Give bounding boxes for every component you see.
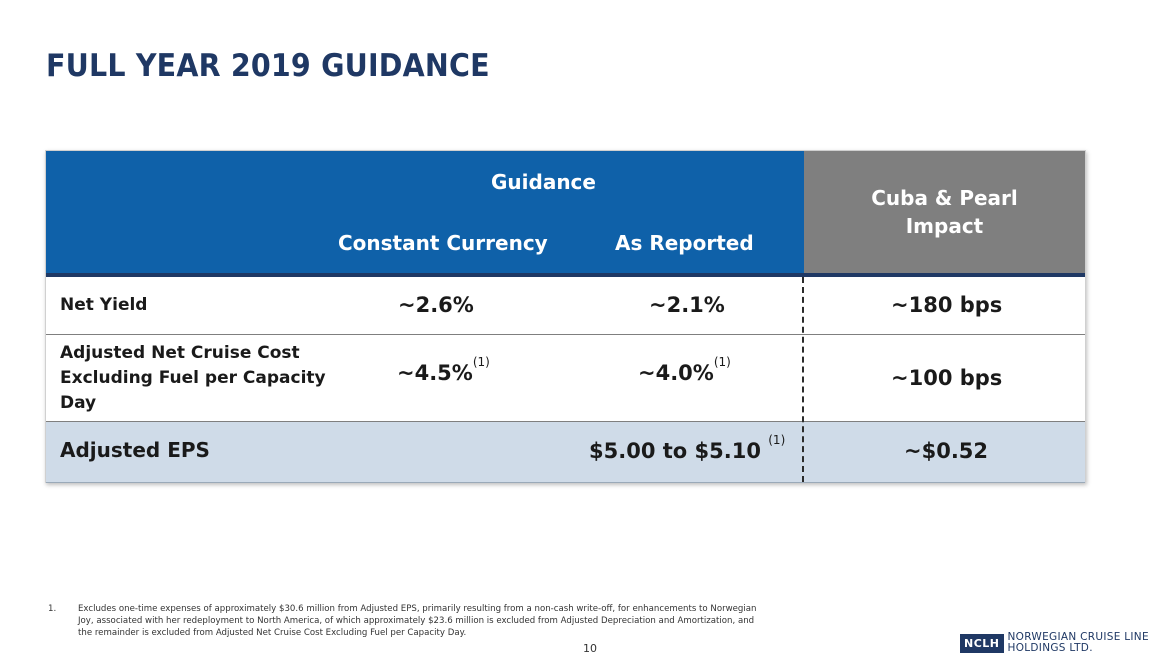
column-divider <box>802 277 804 482</box>
cell-value-text: $5.00 to $5.10 <box>589 439 761 463</box>
row-label: Adjusted Net Cruise Cost Excluding Fuel per Capacity Day <box>60 343 326 413</box>
cell-value: ~2.1% <box>649 293 725 317</box>
cuba-pearl-header <box>804 151 1085 273</box>
footnote-marker: (1) <box>472 355 490 369</box>
table-row <box>46 277 1085 335</box>
cell-value <box>638 355 731 385</box>
as-reported-heading: As Reported <box>615 231 754 255</box>
cuba-pearl-heading: Cuba & Pearl Impact <box>871 186 1018 238</box>
cell-value <box>589 433 786 463</box>
page-title: FULL YEAR 2019 GUIDANCE <box>46 48 490 84</box>
cell-value: ~100 bps <box>891 366 1003 390</box>
cell-value <box>397 355 490 385</box>
footnote-text: Excludes one-time expenses of approximately $30.6 million from Adjusted EPS, primarily resulting from a non-cash write-off, for enhancements to Norwegian Joy, associated with her redeployment to North America, of which approximately $23.6 million is excluded from Adjusted Depreciation and Amortization, and the remainder is excluded from Adjusted Net Cruise Cost Excluding Fuel per Capacity Day. <box>78 604 757 638</box>
row-label: Adjusted EPS <box>60 438 210 462</box>
cell-value: ~180 bps <box>891 293 1003 317</box>
footnote-marker: (1) <box>768 433 786 447</box>
logo-line-2: HOLDINGS LTD. <box>1007 642 1093 654</box>
page-number: 10 <box>583 642 597 655</box>
logo-wordmark <box>1008 632 1149 654</box>
logo-mark: NCLH <box>960 634 1004 653</box>
guidance-table <box>45 150 1086 483</box>
footnote-number: 1. <box>48 604 57 614</box>
cell-value-text: ~4.0% <box>638 361 714 385</box>
constant-currency-heading: Constant Currency <box>338 231 548 255</box>
cell-value: ~2.6% <box>398 293 474 317</box>
table-row <box>46 335 1085 422</box>
footnote-marker: (1) <box>713 355 731 369</box>
cell-value: ~$0.52 <box>904 439 989 463</box>
company-logo <box>960 632 1149 654</box>
cell-value-text: ~4.5% <box>397 361 473 385</box>
table-row <box>46 422 1085 483</box>
guidance-heading: Guidance <box>491 170 596 194</box>
guidance-header <box>46 151 804 273</box>
logo-line-1: NORWEGIAN CRUISE LINE <box>1007 631 1149 643</box>
row-label: Net Yield <box>60 295 148 315</box>
